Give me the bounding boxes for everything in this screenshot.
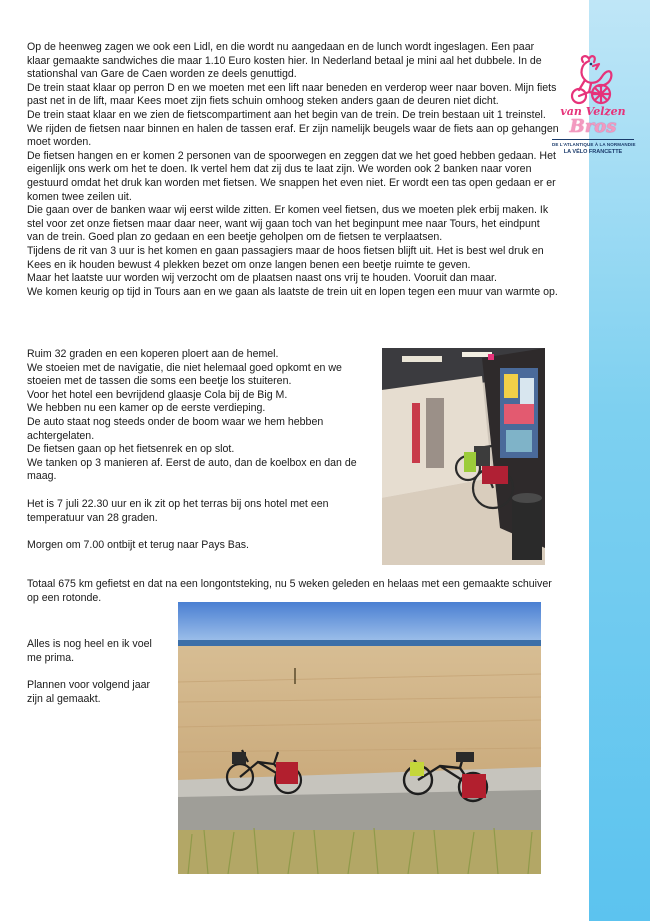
paragraph: Tijdens de rit van 3 uur is het komen en gaan passagiers maar de hoos fietsen blijft uit. Het is best wel druk en Kees en ik houden bewust 4 plekken bezet om onze langen benen een beetje ruimte te geven. — [27, 244, 544, 271]
paragraph: Die gaan over de banken waar wij eerst wilde zitten. Er komen veel fietsen, dus we moeten plek erbij maken. Ik stel voor zet onze fietsen maar daar neer, want wij gaan toch van het beginpunt mee naar Tours, het eindpunt van de trein. Goed plan zo gedaan en een beetje geholpen om de fietsen te verplaatsen. — [27, 204, 549, 244]
paragraph: Totaal 675 km gefietst en dat na een longontsteking, nu 5 weken geleden en helaas met een gemaakte schuiver op een rotonde. — [27, 578, 552, 604]
station-bicycle-photo — [382, 348, 545, 565]
paragraph: Maar het laatste uur worden wij verzocht om de plaatsen naast ons vrij te houden. Vooruit dan maar. — [27, 272, 497, 285]
paragraph: Ruim 32 graden en een koperen ploert aan de hemel. — [27, 348, 279, 360]
paragraph: Het is 7 juli 22.30 uur en ik zit op het terras bij ons hotel met een temperatuur van 28 graden. — [27, 497, 329, 524]
text-block-closing — [27, 638, 157, 706]
paragraph: We stoeien met de navigatie, die niet helemaal goed opkomt en we stoeien met de tassen die soms een beetje los stuiteren. — [27, 361, 342, 388]
paragraph: De fietsen hangen en er komen 2 personen van de spoorwegen en zeggen dat we het goed hebben gedaan. Het eigenlijk ons werk om het te doen. Ik vertel hem dat zij dus te laat zijn. We worden ook 2 banken naar voren gestuurd omdat het druk kan worden met fietsen. We snappen het even niet. Er wordt een tas open gedaan er er komen twee zeilen uit. — [27, 149, 556, 203]
paragraph: Alles is nog heel en ik voel me prima. — [27, 638, 152, 664]
paragraph: Voor het hotel een bevrijdend glaasje Cola bij de Big M. — [27, 388, 288, 401]
brand-name-line1: van Velzen — [560, 105, 626, 118]
paragraph: We tanken op 3 manieren af. Eerst de auto, dan de koelbox en dan de maag. — [27, 456, 357, 483]
paragraph: De trein staat klaar op perron D en we moeten met een lift naar beneden en verderop weer naar boven. Mijn fiets past net in de lift, maar Kees moet zijn fiets schuin omhoog steken anders gaan de deuren niet dicht. — [27, 81, 557, 108]
paragraph: We komen keurig op tijd in Tours aan en we gaan als laatste de trein uit en lopen tegen een muur van warmte op. — [27, 285, 558, 298]
paragraph: De auto staat nog steeds onder de boom waar we hem hebben achtergelaten. — [27, 415, 324, 442]
paragraph: We hebben nu een kamer op de eerste verdieping. — [27, 402, 266, 415]
paragraph: Plannen voor volgend jaar zijn al gemaakt. — [27, 679, 151, 705]
brand-route: LA VÉLO FRANCETTE — [563, 149, 623, 155]
brand-name-line2: Bros — [569, 116, 617, 137]
brand-tagline: DE L'ATLANTIQUE À LA NORMANDIE — [552, 139, 634, 147]
paragraph: De fietsen gaan op het fietsenrek en op slot. — [27, 443, 235, 456]
paragraph: Op de heenweg zagen we ook een Lidl, en die wordt nu aangedaan en de lunch wordt ingeslagen. Een paar klaar gemaakte sandwiches die maar 1.10 Euro kosten hier. In Nederland betaal je mini aal het dubbele. In de stationshal van Gare de Caen worden ze deels genuttigd. — [27, 41, 542, 81]
rooster-bicycle-icon — [569, 52, 617, 106]
brand-logo — [552, 52, 634, 170]
text-block-top — [27, 41, 559, 299]
paragraph: Morgen om 7.00 ontbijt et terug naar Pays Bas. — [27, 539, 250, 552]
beach-bicycles-photo — [178, 602, 541, 874]
paragraph: De trein staat klaar en we zien de fietscompartiment aan het begin van de trein. De trein bestaan uit 1 treinstel. We rijden de fietsen naar binnen en halen de tassen eraf. Er zijn namelijk beugels waar de fiets aan op gehangen moet worden. — [27, 108, 559, 149]
text-block-middle — [27, 348, 357, 553]
